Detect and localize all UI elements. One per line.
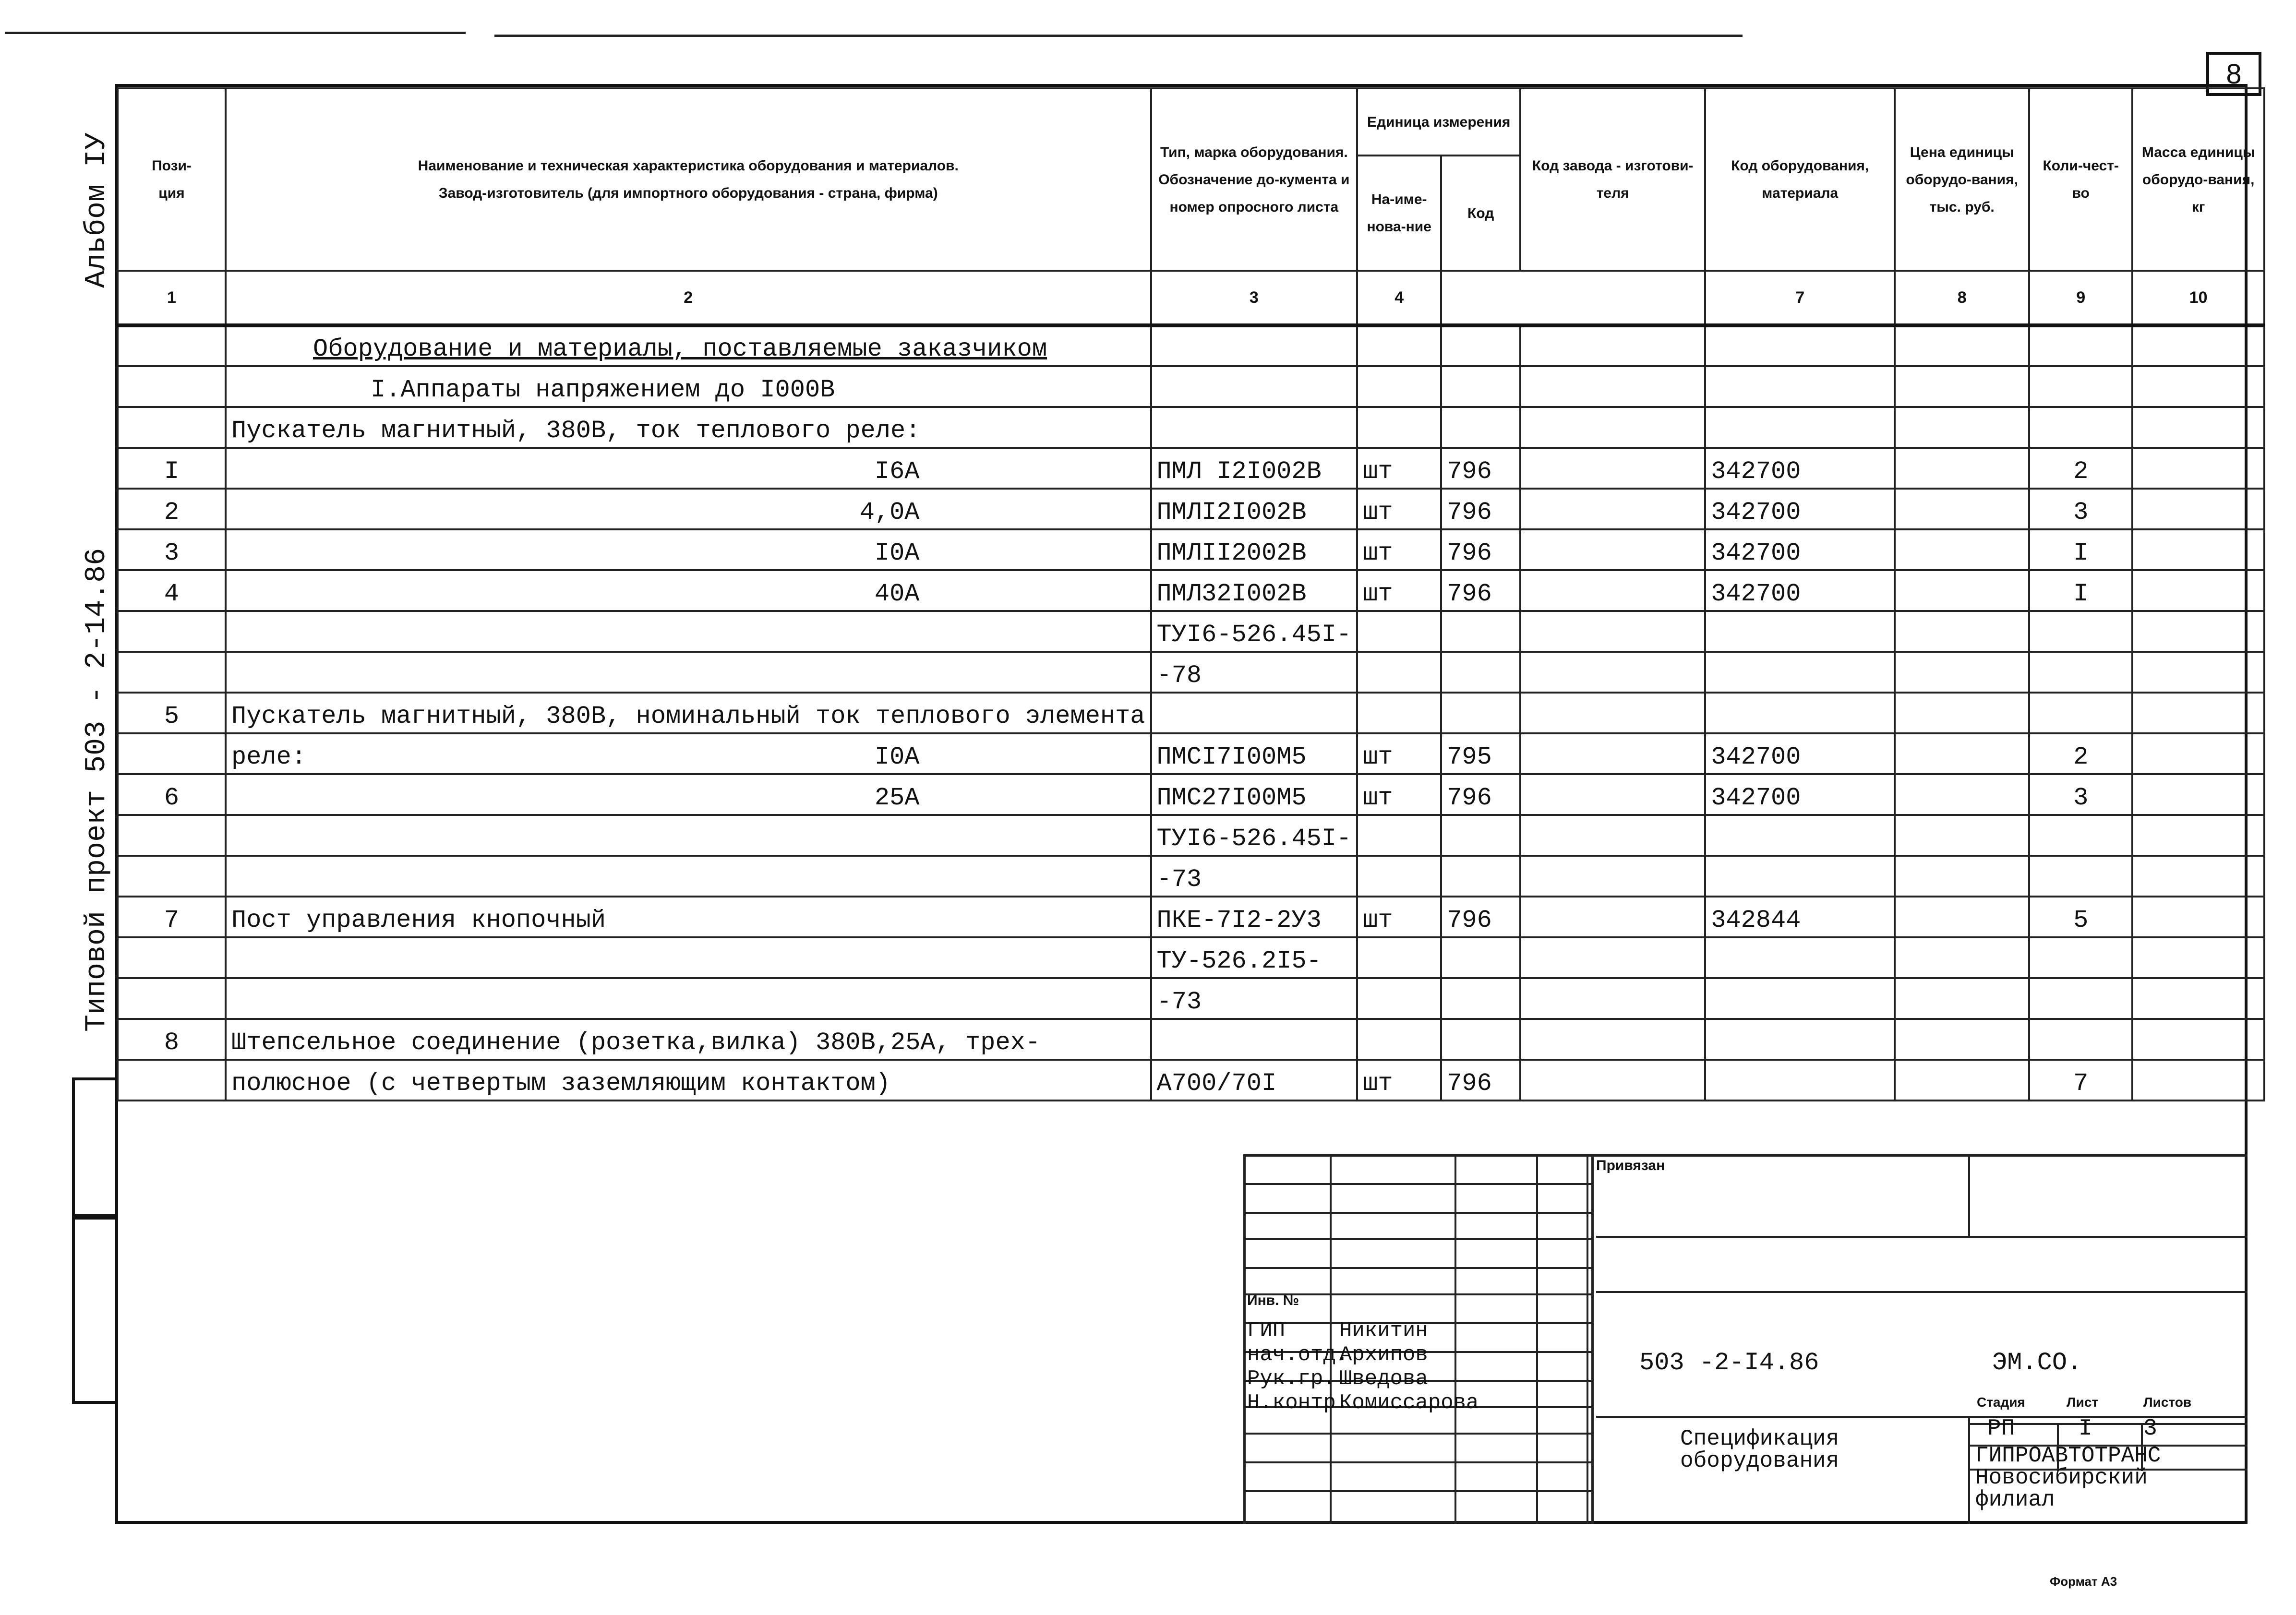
sheets-label: Листов: [2143, 1395, 2192, 1410]
row-name: Пускатель магнитный, 380В, ток теплового реле:: [226, 407, 1151, 448]
row-pos: 5: [118, 693, 226, 733]
row-mass: [2132, 856, 2264, 897]
row-name: Пускатель магнитный, 380В, номинальный ток теплового элемента: [226, 693, 1151, 733]
row-price: [1895, 529, 2029, 570]
sheet-label: Лист: [2067, 1395, 2099, 1410]
table-row: [118, 407, 2264, 448]
doc-title: Спецификация оборудования: [1680, 1426, 1839, 1473]
row-material-code: [1705, 407, 1895, 448]
row-qty: [2029, 978, 2132, 1019]
row-mass: [2132, 366, 2264, 407]
row-unit: [1357, 937, 1441, 978]
row-factory-code: [1520, 489, 1705, 529]
row-name: [226, 652, 1151, 693]
row-unit-code: 796: [1441, 897, 1520, 937]
row-qty: [2029, 937, 2132, 978]
row-unit-code: 796: [1441, 448, 1520, 489]
row-qty: [2029, 407, 2132, 448]
inv-label: Инв. №: [1247, 1292, 1299, 1308]
row-name: Пост управления кнопочный: [226, 897, 1151, 937]
row-price: [1895, 1019, 2029, 1060]
staff-name: Архипов: [1339, 1343, 1428, 1367]
row-price: [1895, 448, 2029, 489]
row-qty: I: [2029, 570, 2132, 611]
row-material-code: [1705, 325, 1895, 366]
column-number: 1: [118, 271, 226, 325]
row-unit: шт: [1357, 1060, 1441, 1101]
row-price: [1895, 937, 2029, 978]
table-row: [118, 325, 2264, 366]
col-factory-code: Код завода - изготови-теля: [1520, 88, 1705, 271]
row-type: ТУ-526.2I5-: [1151, 937, 1358, 978]
column-number: 9: [2029, 271, 2132, 325]
row-mass: [2132, 937, 2264, 978]
column-number: 10: [2132, 271, 2264, 325]
row-material-code: 342700: [1705, 529, 1895, 570]
row-price: [1895, 652, 2029, 693]
row-mass: [2132, 652, 2264, 693]
row-pos: [118, 815, 226, 856]
organization: ГИПРОАВТОТРАНС Новосибирский филиал: [1975, 1443, 2161, 1512]
row-type: [1151, 407, 1358, 448]
row-unit: шт: [1357, 529, 1441, 570]
row-price: [1895, 325, 2029, 366]
left-stamp-box: [72, 1077, 118, 1217]
row-pos: [118, 733, 226, 774]
col-price: Цена единицы оборудо-вания, тыс. руб.: [1895, 88, 2029, 271]
staff-name: Никитин: [1339, 1319, 1428, 1343]
row-unit: [1357, 856, 1441, 897]
column-number: 4: [1357, 271, 1441, 325]
row-factory-code: [1520, 611, 1705, 652]
staff-name: Шведова: [1339, 1367, 1428, 1391]
table-row: [118, 489, 2264, 529]
row-type: ПМЛ32I002В: [1151, 570, 1358, 611]
row-mass: [2132, 1019, 2264, 1060]
row-factory-code: [1520, 978, 1705, 1019]
row-qty: 7: [2029, 1060, 2132, 1101]
row-qty: I: [2029, 529, 2132, 570]
col-material-code: Код оборудования, материала: [1705, 88, 1895, 271]
row-name: [226, 856, 1151, 897]
row-unit: [1357, 407, 1441, 448]
table-row: [118, 897, 2264, 937]
header-row: [118, 88, 2264, 156]
row-pos: [118, 407, 226, 448]
row-pos: 8: [118, 1019, 226, 1060]
row-name: полюсное (с четвертым заземляющим контактом): [226, 1060, 1151, 1101]
row-factory-code: [1520, 693, 1705, 733]
row-rating: I6A: [874, 457, 920, 486]
row-pos: [118, 652, 226, 693]
row-type: ПМЛI2I002В: [1151, 489, 1358, 529]
row-unit-code: 796: [1441, 1060, 1520, 1101]
row-material-code: [1705, 611, 1895, 652]
row-pos: 4: [118, 570, 226, 611]
row-qty: 5: [2029, 897, 2132, 937]
row-mass: [2132, 815, 2264, 856]
row-qty: [2029, 611, 2132, 652]
row-price: [1895, 897, 2029, 937]
row-type: ПКЕ-7I2-2У3: [1151, 897, 1358, 937]
row-pos: 7: [118, 897, 226, 937]
row-unit-code: [1441, 693, 1520, 733]
staff-name: Комиссарова: [1339, 1391, 1479, 1415]
column-number: 2: [226, 271, 1151, 325]
row-qty: [2029, 1019, 2132, 1060]
row-price: [1895, 489, 2029, 529]
row-name: [226, 570, 1151, 611]
row-type: -78: [1151, 652, 1358, 693]
row-type: ПМС27I00М5: [1151, 774, 1358, 815]
row-unit: [1357, 815, 1441, 856]
row-name: [226, 937, 1151, 978]
doc-suffix: ЭМ.СО.: [1992, 1349, 2082, 1377]
row-qty: [2029, 815, 2132, 856]
staff-role: Н.контр.: [1247, 1391, 1349, 1415]
row-price: [1895, 366, 2029, 407]
row-material-code: [1705, 1060, 1895, 1101]
row-unit-code: [1441, 937, 1520, 978]
row-qty: [2029, 366, 2132, 407]
row-material-code: 342700: [1705, 733, 1895, 774]
col-pos: Пози- ция: [118, 88, 226, 271]
row-name: I.Аппараты напряжением до I000В: [226, 366, 1151, 407]
table-row: [118, 366, 2264, 407]
row-qty: [2029, 693, 2132, 733]
row-pos: [118, 937, 226, 978]
row-pos: [118, 611, 226, 652]
col-mass: Масса единицы оборудо-вания, кг: [2132, 88, 2264, 271]
row-material-code: [1705, 978, 1895, 1019]
row-factory-code: [1520, 815, 1705, 856]
column-number: 8: [1895, 271, 2029, 325]
row-unit: [1357, 1019, 1441, 1060]
col-unit-code: Код: [1441, 156, 1520, 271]
row-type: ТУI6-526.45I-: [1151, 815, 1358, 856]
row-mass: [2132, 489, 2264, 529]
row-unit-code: [1441, 407, 1520, 448]
row-factory-code: [1520, 774, 1705, 815]
row-factory-code: [1520, 897, 1705, 937]
row-name: [226, 774, 1151, 815]
row-type: [1151, 325, 1358, 366]
row-unit: [1357, 325, 1441, 366]
row-name: Оборудование и материалы, поставляемые заказчиком: [226, 325, 1151, 366]
row-material-code: [1705, 1019, 1895, 1060]
row-qty: [2029, 652, 2132, 693]
row-factory-code: [1520, 448, 1705, 489]
row-price: [1895, 978, 2029, 1019]
row-unit: [1357, 611, 1441, 652]
row-name: [226, 815, 1151, 856]
row-material-code: [1705, 366, 1895, 407]
column-number: 3: [1151, 271, 1358, 325]
column-number-row: [118, 271, 2264, 325]
row-pos: 2: [118, 489, 226, 529]
row-material-code: 342700: [1705, 774, 1895, 815]
row-price: [1895, 856, 2029, 897]
row-factory-code: [1520, 529, 1705, 570]
row-name: Штепсельное соединение (розетка,вилка) 380В,25А, трех-: [226, 1019, 1151, 1060]
col-unit-name: На-име-нова-ние: [1357, 156, 1441, 271]
table-row: [118, 1060, 2264, 1101]
row-factory-code: [1520, 407, 1705, 448]
row-pos: 3: [118, 529, 226, 570]
table-row: [118, 529, 2264, 570]
row-type: ПМЛ I2I002В: [1151, 448, 1358, 489]
row-unit: шт: [1357, 774, 1441, 815]
row-type: -73: [1151, 856, 1358, 897]
row-price: [1895, 774, 2029, 815]
row-qty: [2029, 325, 2132, 366]
table-row: [118, 937, 2264, 978]
row-unit-code: [1441, 325, 1520, 366]
row-unit-code: 795: [1441, 733, 1520, 774]
row-material-code: [1705, 856, 1895, 897]
sheets-value: 3: [2143, 1416, 2157, 1442]
row-factory-code: [1520, 937, 1705, 978]
row-type: ТУI6-526.45I-: [1151, 611, 1358, 652]
row-factory-code: [1520, 570, 1705, 611]
row-unit-code: [1441, 815, 1520, 856]
row-qty: [2029, 856, 2132, 897]
row-mass: [2132, 774, 2264, 815]
row-unit-code: 796: [1441, 570, 1520, 611]
top-line: [5, 32, 466, 34]
bound-label: Привязан: [1596, 1158, 1665, 1173]
row-price: [1895, 570, 2029, 611]
row-factory-code: [1520, 1019, 1705, 1060]
row-pos: [118, 1060, 226, 1101]
doc-code: 503 -2-I4.86: [1639, 1349, 1819, 1377]
table-row: [118, 570, 2264, 611]
staff-role: ГИП: [1247, 1319, 1286, 1343]
row-price: [1895, 693, 2029, 733]
stage-value: РП: [1987, 1416, 2015, 1442]
row-material-code: 342700: [1705, 570, 1895, 611]
row-mass: [2132, 978, 2264, 1019]
row-name: [226, 529, 1151, 570]
row-mass: [2132, 448, 2264, 489]
table-row: [118, 856, 2264, 897]
row-factory-code: [1520, 325, 1705, 366]
row-type: [1151, 693, 1358, 733]
table-row: [118, 693, 2264, 733]
row-material-code: [1705, 815, 1895, 856]
row-unit: [1357, 366, 1441, 407]
table-row: [118, 611, 2264, 652]
row-unit-code: [1441, 366, 1520, 407]
row-name: реле: I0А: [226, 733, 1151, 774]
row-rating: 25А: [874, 784, 920, 812]
row-price: [1895, 1060, 2029, 1101]
staff-role: нач.отд.: [1247, 1343, 1349, 1367]
row-unit: [1357, 652, 1441, 693]
row-unit: шт: [1357, 448, 1441, 489]
top-line: [494, 35, 1743, 37]
row-type: [1151, 366, 1358, 407]
format-label: Формат А3: [2050, 1574, 2117, 1589]
row-unit-code: [1441, 1019, 1520, 1060]
row-type: ПМЛII2002В: [1151, 529, 1358, 570]
col-qty: Коли-чест-во: [2029, 88, 2132, 271]
row-pos: [118, 325, 226, 366]
table-row: [118, 448, 2264, 489]
row-mass: [2132, 733, 2264, 774]
row-price: [1895, 733, 2029, 774]
table-row: [118, 978, 2264, 1019]
row-material-code: 342844: [1705, 897, 1895, 937]
row-qty: 2: [2029, 733, 2132, 774]
row-pos: [118, 978, 226, 1019]
row-mass: [2132, 570, 2264, 611]
row-type: ПМСI7I00М5: [1151, 733, 1358, 774]
row-material-code: 342700: [1705, 489, 1895, 529]
row-qty: 3: [2029, 489, 2132, 529]
row-unit: [1357, 978, 1441, 1019]
left-stamp-box: [72, 1217, 118, 1404]
table-row: [118, 1019, 2264, 1060]
row-mass: [2132, 611, 2264, 652]
row-unit: шт: [1357, 897, 1441, 937]
table-row: [118, 774, 2264, 815]
table-row: [118, 815, 2264, 856]
row-unit-code: [1441, 978, 1520, 1019]
row-pos: [118, 366, 226, 407]
row-mass: [2132, 693, 2264, 733]
row-unit-code: 796: [1441, 774, 1520, 815]
row-name: [226, 978, 1151, 1019]
row-unit: шт: [1357, 733, 1441, 774]
row-unit-code: 796: [1441, 529, 1520, 570]
row-material-code: [1705, 937, 1895, 978]
row-type: А700/70I: [1151, 1060, 1358, 1101]
row-pos: I: [118, 448, 226, 489]
row-name: [226, 611, 1151, 652]
row-factory-code: [1520, 652, 1705, 693]
row-factory-code: [1520, 856, 1705, 897]
col-name: Наименование и техническая характеристика оборудования и материалов. Завод-изготовитель (для импортного оборудования - страна, фирма): [226, 88, 1151, 271]
staff-role: Рук.гр.: [1247, 1367, 1336, 1391]
row-mass: [2132, 407, 2264, 448]
row-material-code: [1705, 693, 1895, 733]
row-type: [1151, 1019, 1358, 1060]
row-rating: 40А: [874, 580, 920, 608]
sheet-number: 8: [2206, 52, 2261, 96]
row-rating: I0А: [874, 539, 920, 567]
row-material-code: 342700: [1705, 448, 1895, 489]
stage-label: Стадия: [1977, 1395, 2025, 1410]
row-unit: [1357, 693, 1441, 733]
row-rating: I0А: [874, 743, 920, 771]
row-type: -73: [1151, 978, 1358, 1019]
row-price: [1895, 407, 2029, 448]
row-factory-code: [1520, 733, 1705, 774]
row-unit-code: 796: [1441, 489, 1520, 529]
row-unit-code: [1441, 856, 1520, 897]
row-price: [1895, 611, 2029, 652]
row-name: [226, 489, 1151, 529]
col-unit-group: Единица измерения: [1357, 88, 1520, 156]
row-pos: [118, 856, 226, 897]
table-row: [118, 733, 2264, 774]
col-type: Тип, марка оборудования. Обозначение до-кумента и номер опросного листа: [1151, 88, 1358, 271]
album-label: Альбом IУ: [81, 132, 113, 288]
row-unit-code: [1441, 652, 1520, 693]
row-qty: 3: [2029, 774, 2132, 815]
column-number: 7: [1705, 271, 1895, 325]
sheet-value: I: [2079, 1416, 2092, 1442]
row-name: [226, 448, 1151, 489]
row-mass: [2132, 1060, 2264, 1101]
row-unit: шт: [1357, 570, 1441, 611]
row-rating: 4,0А: [859, 498, 920, 526]
specification-table: [117, 87, 2265, 1101]
row-mass: [2132, 897, 2264, 937]
table-row: [118, 652, 2264, 693]
row-mass: [2132, 529, 2264, 570]
row-factory-code: [1520, 1060, 1705, 1101]
row-qty: 2: [2029, 448, 2132, 489]
row-unit-code: [1441, 611, 1520, 652]
row-factory-code: [1520, 366, 1705, 407]
row-mass: [2132, 325, 2264, 366]
row-unit: шт: [1357, 489, 1441, 529]
column-number: [1441, 271, 1705, 325]
project-label: Типовой проект 503 - 2-14.86: [81, 548, 113, 1032]
row-material-code: [1705, 652, 1895, 693]
row-price: [1895, 815, 2029, 856]
row-pos: 6: [118, 774, 226, 815]
